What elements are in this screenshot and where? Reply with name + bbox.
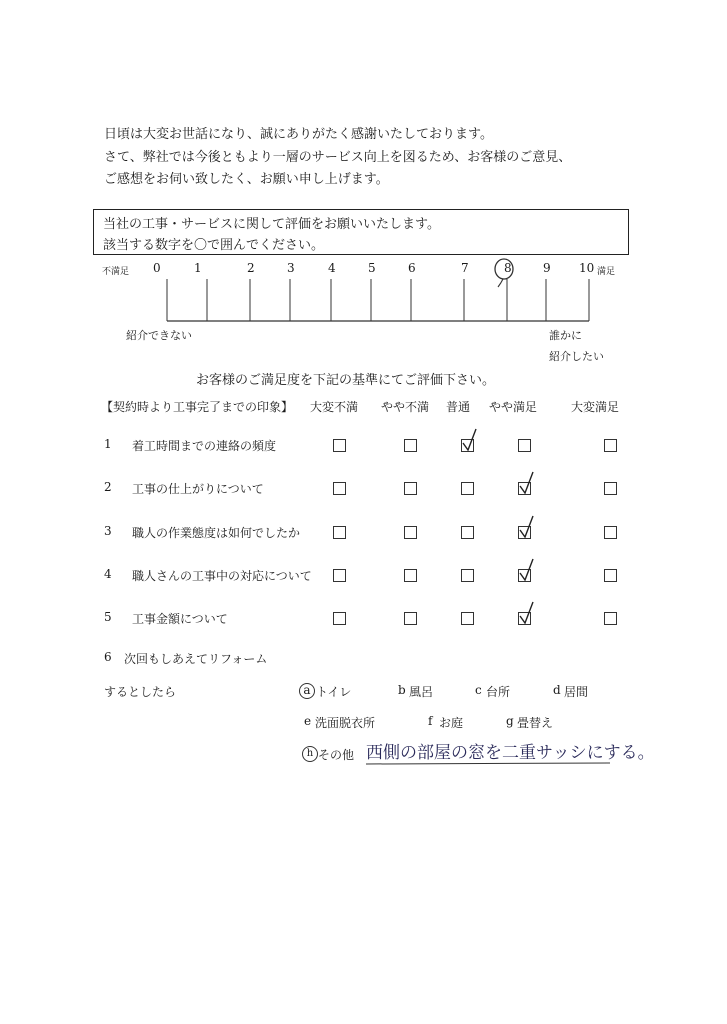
option-b-label: 風呂 — [409, 685, 434, 699]
row-label: 工事金額について — [132, 612, 228, 626]
row-number: 2 — [104, 480, 112, 494]
column-header-5: 大変満足 — [571, 400, 620, 414]
q6-line-2: するとしたら — [104, 685, 177, 699]
option-e-label: 洗面脱衣所 — [315, 716, 376, 730]
option-c-label: 台所 — [486, 685, 511, 699]
scale-number-9: 9 — [543, 261, 551, 275]
option-g-label: 畳替え — [517, 716, 554, 730]
option-a-key: a — [299, 683, 315, 699]
scale-number-3: 3 — [287, 261, 295, 275]
scale-low-caption: 紹介できない — [126, 329, 192, 342]
scale-number-6: 6 — [408, 261, 416, 275]
scale-number-10: 10 — [579, 261, 595, 275]
intro-line-3: ご感想をお伺い致したく、お願い申し上げます。 — [104, 172, 389, 187]
option-c-key: c — [475, 683, 482, 697]
instruction-line-2: 該当する数字を〇で囲んでください。 — [103, 238, 325, 253]
intro-line-1: 日頃は大変お世話になり、誠にありがたく感謝いたしております。 — [104, 127, 493, 142]
scale-number-2: 2 — [247, 261, 255, 275]
row-label: 工事の仕上がりについて — [132, 482, 264, 496]
option-e-key: e — [304, 714, 312, 728]
rating-heading: お客様のご満足度を下記の基準にてご評価下さい。 — [196, 373, 496, 388]
column-header-1: 大変不満 — [310, 400, 359, 414]
scale-number-0: 0 — [153, 261, 161, 275]
row-number: 5 — [104, 610, 112, 624]
option-h-circle: h — [302, 746, 318, 762]
scale-left-label: 不満足 — [102, 267, 130, 277]
option-f-key: f — [428, 714, 433, 728]
other-answer: 西側の部屋の窓を二重サッシにする。 — [366, 743, 655, 763]
option-d-key: d — [553, 683, 561, 697]
row-label: 着工時間までの連絡の頻度 — [132, 439, 277, 453]
column-header-3: 普通 — [446, 400, 471, 414]
row-number: 4 — [104, 567, 112, 581]
scale-right-label: 満足 — [597, 267, 616, 277]
option-g-key: g — [506, 714, 514, 728]
option-a-label: トイレ — [316, 685, 352, 699]
option-h-label: その他 — [318, 748, 355, 762]
option-f-label: お庭 — [439, 716, 464, 730]
scale-number-1: 1 — [194, 261, 202, 275]
scale-number-7: 7 — [461, 261, 469, 275]
intro-line-2: さて、弊社では今後ともより一層のサービス向上を図るため、お客様のご意見、 — [104, 150, 572, 165]
scale-high-caption-2: 紹介したい — [549, 350, 604, 363]
column-header-2: やや不満 — [381, 400, 430, 414]
section-label: 【契約時より工事完了までの印象】 — [101, 400, 294, 414]
instruction-line-1: 当社の工事・サービスに関して評価をお願いいたします。 — [103, 217, 440, 232]
scale-number-5: 5 — [368, 261, 376, 275]
row-label: 職人の作業態度は如何でしたか — [132, 526, 301, 540]
q6-line-1: 次回もしあえてリフォーム — [124, 652, 268, 666]
scale-number-8: 8 — [504, 261, 512, 275]
option-b-key: b — [398, 683, 406, 697]
row-number: 1 — [104, 437, 112, 451]
q6-number: 6 — [104, 650, 112, 664]
column-header-4: やや満足 — [489, 400, 538, 414]
row-label: 職人さんの工事中の対応について — [132, 569, 312, 583]
scale-number-4: 4 — [328, 261, 336, 275]
row-number: 3 — [104, 524, 112, 538]
scale-high-caption-1: 誰かに — [549, 329, 582, 342]
option-d-label: 居間 — [564, 685, 589, 699]
